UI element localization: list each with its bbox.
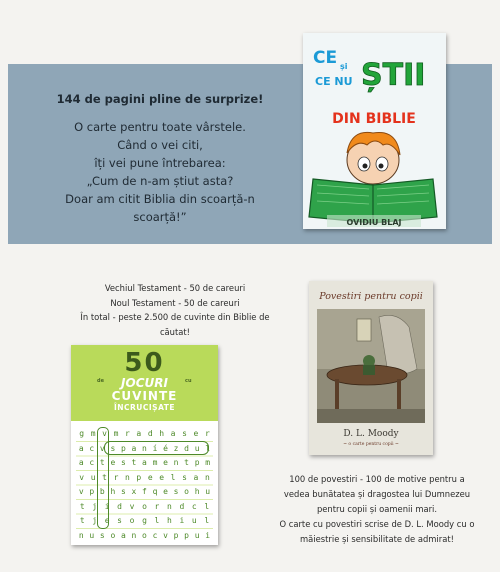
grid-letter: i (179, 516, 185, 525)
grid-letter: s (99, 530, 105, 540)
grid-letter: d (179, 501, 185, 511)
grid-letter: e (147, 472, 153, 482)
grid-letter: n (78, 530, 84, 540)
grid-letter: j (92, 501, 98, 511)
grid-letter: c (89, 458, 95, 467)
grid-letter: p (184, 530, 189, 540)
book3-illustration (317, 309, 425, 423)
grid-letter: l (154, 516, 160, 525)
grid-letter: p (194, 458, 200, 467)
grid-letter: o (142, 501, 147, 511)
grid-letter: c (152, 530, 158, 540)
grid-letter: t (79, 501, 85, 511)
grid-letter: p (173, 530, 179, 540)
grid-letter: x (131, 487, 137, 496)
grid-letter: r (204, 429, 210, 438)
book1-desc-line: Când o vei citi, (117, 138, 203, 152)
grid-letter: l (205, 443, 211, 453)
book3-desc-line: pentru copii și oamenii mari. (316, 504, 438, 514)
grid-letter: i (104, 501, 110, 511)
book3-desc-line: măiestrie și sensibilitate de admirat! (300, 534, 454, 544)
grid-letter: o (129, 516, 135, 525)
grid-letter: r (154, 501, 160, 511)
grid-letter: s (173, 487, 179, 496)
book2-small-left: de (97, 378, 104, 384)
book2-desc-line: Noul Testament - 50 de careuri (110, 297, 240, 308)
grid-letter: o (184, 487, 189, 496)
grid-letter: v (163, 530, 168, 540)
grid-letter: a (136, 429, 142, 438)
book-cover-50-jocuri-cuvinte-incrucisate (71, 345, 218, 545)
grid-letter: l (204, 516, 210, 525)
grid-letter: n (204, 472, 210, 482)
grid-letter: c (89, 443, 95, 453)
book3-desc-line: O carte cu povestiri scrise de D. L. Moody cu o (279, 519, 475, 529)
grid-letter: e (159, 472, 165, 482)
grid-letter: m (205, 458, 211, 467)
grid-letter: f (142, 487, 147, 496)
book1-author: OVIDIU BLAJ (346, 218, 402, 227)
book2-number: 50 (124, 348, 165, 378)
highlight-vertical-word (97, 427, 109, 529)
grid-letter: u (194, 530, 200, 540)
grid-letter: i (205, 530, 211, 540)
grid-letter: p (89, 487, 95, 496)
grid-letter: d (117, 501, 122, 511)
grid-letter: u (90, 472, 96, 482)
grid-letter: z (173, 443, 179, 453)
grid-letter: l (170, 472, 176, 482)
grid-letter: n (142, 443, 147, 453)
grid-letter: p (136, 472, 142, 482)
grid-letter: u (205, 487, 211, 496)
book2-desc-line: Vechiul Testament - 50 de careuri (104, 283, 246, 293)
book1-desc-line: O carte pentru toate vârstele. (74, 120, 246, 134)
grid-letter: g (142, 516, 147, 525)
grid-letter: h (166, 516, 172, 525)
grid-letter: u (89, 530, 95, 540)
grid-letter: u (194, 443, 200, 453)
grid-letter: e (104, 516, 110, 525)
book3-author: D. L. Moody (343, 429, 399, 439)
grid-letter: p (120, 443, 126, 453)
grid-letter: n (131, 530, 137, 540)
grid-letter: v (129, 501, 135, 511)
grid-letter: v (79, 472, 85, 482)
grid-letter: m (90, 429, 96, 438)
book-cover-ce-si-ce-nu-stii (303, 33, 446, 229)
grid-letter: s (110, 443, 116, 453)
grid-letter: r (113, 472, 119, 482)
grid-letter: s (182, 472, 187, 482)
book1-desc-line: îți vei pune întrebarea: (94, 156, 226, 170)
grid-letter: n (166, 501, 172, 511)
grid-letter: n (173, 458, 179, 467)
grid-letter: g (79, 429, 85, 438)
book1-title-ce-nu: CE NU (315, 75, 353, 88)
grid-letter: t (99, 458, 105, 467)
grid-letter: í (152, 443, 158, 453)
book3-title: Povestiri pentru copii (319, 291, 423, 302)
grid-letter: é (163, 443, 168, 453)
book1-title-din-biblie: DIN BIBLIE (332, 111, 416, 127)
grid-letter: t (79, 516, 85, 525)
grid-letter: c (191, 501, 197, 511)
grid-letter: s (120, 487, 126, 496)
grid-letter: o (110, 530, 116, 540)
grid-letter: s (182, 429, 187, 438)
grid-letter: t (131, 458, 137, 467)
grid-letter: o (142, 530, 147, 540)
book-cover-povestiri-pentru-copii (309, 281, 433, 455)
book2-title-incrucisate: ÎNCRUCIȘATE (113, 403, 176, 412)
grid-letter: a (142, 458, 147, 467)
grid-letter: e (163, 458, 168, 467)
grid-letter: r (124, 429, 130, 438)
book1-description (26, 90, 294, 226)
book3-desc-line: vedea bunătatea și dragostea lui Dumnezeu (283, 489, 471, 499)
highlight-word-testament (104, 441, 209, 455)
book2-description (66, 281, 284, 339)
book2-title-jocuri: JOCURI (121, 376, 168, 390)
book1-desc-line: Doar am citit Biblia din scoarță-n (65, 192, 255, 206)
book1-title-stii: ȘTII (361, 58, 426, 93)
grid-letter: a (131, 443, 137, 453)
grid-letter: v (99, 443, 105, 453)
grid-letter: h (110, 487, 116, 496)
grid-letter: s (120, 458, 126, 467)
grid-letter: e (193, 429, 199, 438)
grid-letter: d (184, 443, 189, 453)
grid-letter: a (170, 429, 176, 438)
grid-letter: n (124, 472, 130, 482)
grid-letter: a (193, 472, 199, 482)
book3-subtitle: ~ o carte pentru copii ~ (343, 442, 399, 447)
book3-description (263, 472, 491, 547)
book1-headline: 144 de pagini pline de surprize! (56, 92, 264, 106)
grid-letter: m (152, 458, 158, 467)
grid-letter: h (159, 429, 165, 438)
grid-letter: b (99, 487, 105, 496)
book1-desc-line: scoarță!” (133, 210, 187, 224)
grid-letter: m (113, 429, 119, 438)
book1-title-ce: CE (313, 48, 338, 68)
book3-desc-line: 100 de povestiri - 100 de motive pentru a (289, 474, 465, 484)
grid-letter: s (117, 516, 122, 525)
grid-letter: a (78, 458, 84, 467)
grid-letter: d (147, 429, 153, 438)
grid-letter: l (204, 501, 210, 511)
grid-row (76, 529, 213, 544)
book2-desc-line: În total - peste 2.500 de cuvinte din Biblie de căutat! (80, 312, 270, 337)
book1-desc-line: „Cum de n-am știut asta? (86, 174, 234, 188)
grid-letter: v (78, 487, 84, 496)
grid-letter: e (163, 487, 168, 496)
grid-letter: h (194, 487, 200, 496)
grid-letter: t (184, 458, 189, 467)
grid-letter: j (92, 516, 98, 525)
book1-cover-art (303, 33, 446, 229)
grid-letter: q (152, 487, 158, 496)
grid-letter: t (102, 472, 107, 482)
grid-letter: u (191, 516, 197, 525)
book2-cover-header (71, 345, 218, 421)
book1-title-si: și (340, 62, 348, 71)
grid-letter: v (102, 429, 107, 438)
book2-title-cuvinte: CUVINTE (111, 389, 178, 403)
grid-letter: e (110, 458, 116, 467)
grid-letter: a (120, 530, 126, 540)
grid-letter: a (78, 443, 84, 453)
book2-small-right: cu (185, 378, 192, 384)
